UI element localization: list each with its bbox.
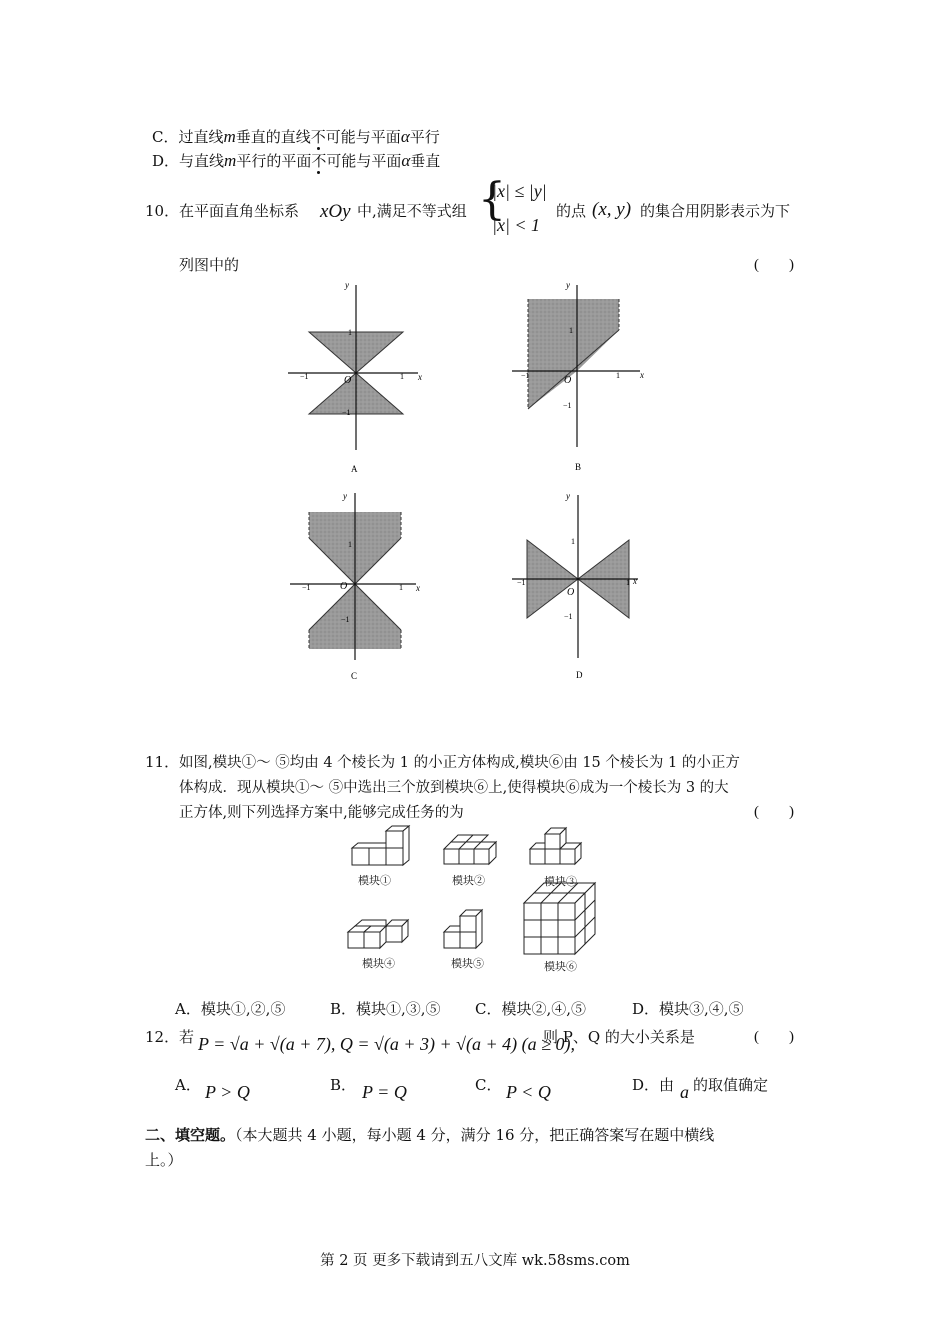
q9c-alpha: α <box>400 127 410 146</box>
graph-d-xneg1: −1 <box>517 578 526 587</box>
graph-a-label: A <box>351 464 358 474</box>
q11-number: 11． <box>145 753 180 771</box>
module-1-label: 模块① <box>358 874 391 887</box>
module-5-label: 模块⑤ <box>451 957 484 970</box>
q10-brace: { <box>478 174 506 225</box>
module-4-label: 模块④ <box>362 957 395 970</box>
q9d-alpha: α <box>401 151 411 170</box>
q12-formula: P = √a + √(a + 7), Q = √(a + 3) + √(a + 4) (a ≥ 0), <box>198 1034 576 1054</box>
q11-line1: 如图,模块①～ ⑤均由 4 个棱长为 1 的小正方体构成,模块⑥由 15 个棱长为 1 的小正方 <box>179 755 740 771</box>
section2-title: 二、填空题。 <box>145 1126 236 1144</box>
graph-d-x1: 1 <box>626 578 630 587</box>
module-6 <box>524 883 595 954</box>
q12-text: 则 P、Q 的大小关系是 <box>543 1028 695 1046</box>
module-3 <box>530 828 581 864</box>
graph-a-y-label: y <box>345 280 349 290</box>
q12-answer-paren: ( ) <box>754 1029 794 1045</box>
q12-option-d-tail: 的取值确定 <box>693 1076 769 1094</box>
q11-answer-paren: ( ) <box>754 804 794 820</box>
module-4 <box>348 920 408 948</box>
module-2 <box>444 835 496 864</box>
graph-b-yneg1: −1 <box>563 401 572 410</box>
graph-b-y1: 1 <box>569 326 573 335</box>
q9d-emph: 不 <box>311 152 327 170</box>
q12-option-a-label[interactable]: A． <box>175 1076 201 1094</box>
q10-xoy: xOy <box>320 201 351 222</box>
q12-option-c-label[interactable]: C． <box>475 1076 502 1094</box>
section2-heading <box>145 1124 714 1145</box>
q10-number: 10． <box>145 202 180 220</box>
q9c-m: m <box>223 127 236 146</box>
section2-note2: 上。） <box>145 1151 183 1169</box>
graph-c <box>290 491 420 681</box>
module-5 <box>444 910 482 948</box>
graph-b-label: B <box>575 462 582 472</box>
graph-c-y1: 1 <box>348 540 352 549</box>
page-footer: 第 2 页 更多下载请到五八文库 wk.58sms.com <box>320 1253 630 1269</box>
graph-d-x-label: x <box>633 576 637 586</box>
graph-d-label: D <box>576 670 583 680</box>
graph-a-origin: O <box>344 375 352 386</box>
q10-text1: 在平面直角坐标系 <box>179 202 300 220</box>
q9d-post: 垂直 <box>410 152 441 170</box>
q9c-pre: C．过直线 <box>152 128 224 146</box>
q10-text5: 列图中的 <box>179 256 240 274</box>
q9c-post: 平行 <box>409 128 440 146</box>
graph-a-x1: 1 <box>400 372 404 381</box>
q10-answer-paren: ( ) <box>754 257 794 273</box>
q11-modules <box>340 820 620 975</box>
q10-graphs <box>280 275 680 695</box>
graph-c-x-label: x <box>416 583 420 593</box>
q12-option-d-expr: a <box>680 1082 689 1102</box>
graph-c-y-label: y <box>343 491 347 501</box>
graph-c-xneg1: −1 <box>302 583 311 592</box>
q10-text3: 的点 <box>556 202 587 220</box>
graph-c-label: C <box>351 671 358 681</box>
graph-d-origin: O <box>567 587 575 598</box>
q12-option-a-expr: P > Q <box>205 1082 250 1102</box>
q11-line3: 正方体,则下列选择方案中,能够完成任务的为 <box>179 805 464 821</box>
q9d-mid3: 可能与平面 <box>326 152 402 170</box>
q9c-mid1: 垂直的直线 <box>235 128 311 146</box>
q10-text4: 的集合用阴影表示为下 <box>640 202 791 220</box>
graph-a <box>288 280 422 474</box>
graph-b-origin: O <box>564 375 572 386</box>
q10-ineq2: |x| < 1 <box>492 215 541 235</box>
q12-ruo: 若 <box>179 1028 195 1046</box>
q12-option-c-expr: P < Q <box>506 1082 551 1102</box>
q10-text2: 中,满足不等式组 <box>357 202 467 220</box>
graph-b-x-label: x <box>640 370 644 380</box>
module-1 <box>352 826 409 865</box>
module-6-label: 模块⑥ <box>544 960 577 973</box>
q11-option-b[interactable]: B．模块①,③,⑤ <box>330 1000 441 1018</box>
q10-point: (x, y) <box>592 199 632 220</box>
q11-option-c[interactable]: C．模块②,④,⑤ <box>475 1000 587 1018</box>
graph-b <box>512 280 644 472</box>
graph-a-xneg1: −1 <box>300 372 309 381</box>
graph-b-xneg1: −1 <box>521 371 530 380</box>
q9d-mid1: 平行的平面 <box>236 152 312 170</box>
q9d-m: m <box>224 151 237 170</box>
module-3-label: 模块③ <box>544 875 577 888</box>
graph-c-x1: 1 <box>399 583 403 592</box>
q12-option-b-expr: P = Q <box>362 1082 407 1102</box>
q11-line2: 体构成．现从模块①～ ⑤中选出三个放到模块⑥上,使得模块⑥成为一个棱长为 3 的大 <box>179 780 729 796</box>
graph-d-y1: 1 <box>571 537 575 546</box>
q9-option-c <box>152 126 440 147</box>
q12-option-b-label[interactable]: B． <box>330 1076 357 1094</box>
graph-d-y-label: y <box>566 491 570 501</box>
graph-c-yneg1: −1 <box>341 615 350 624</box>
q10-ineq1: |x| ≤ |y| <box>492 181 547 201</box>
graph-b-region <box>528 299 619 409</box>
graph-a-x-label: x <box>418 372 422 382</box>
graph-b-x1: 1 <box>616 371 620 380</box>
graph-c-origin: O <box>340 581 348 592</box>
q9c-emph: 不 <box>310 128 326 146</box>
q11-option-a[interactable]: A．模块①,②,⑤ <box>175 1000 286 1018</box>
q9d-pre: D．与直线 <box>152 152 225 170</box>
graph-a-yneg1: −1 <box>342 408 351 417</box>
section2-note1: （本大题共 4 小题，每小题 4 分，满分 16 分，把正确答案写在题中横线 <box>235 1126 715 1144</box>
q9-option-d <box>152 150 440 171</box>
q9c-mid3: 可能与平面 <box>325 128 401 146</box>
graph-a-y1: 1 <box>348 328 352 337</box>
q11-option-d[interactable]: D．模块③,④,⑤ <box>632 1000 744 1018</box>
graph-d-yneg1: −1 <box>564 612 573 621</box>
graph-b-y-label: y <box>566 280 570 290</box>
q12-option-d-label[interactable]: D．由 <box>632 1076 675 1094</box>
q12-number: 12． <box>145 1028 180 1046</box>
module-2-label: 模块② <box>452 874 485 887</box>
graph-d <box>512 491 638 680</box>
